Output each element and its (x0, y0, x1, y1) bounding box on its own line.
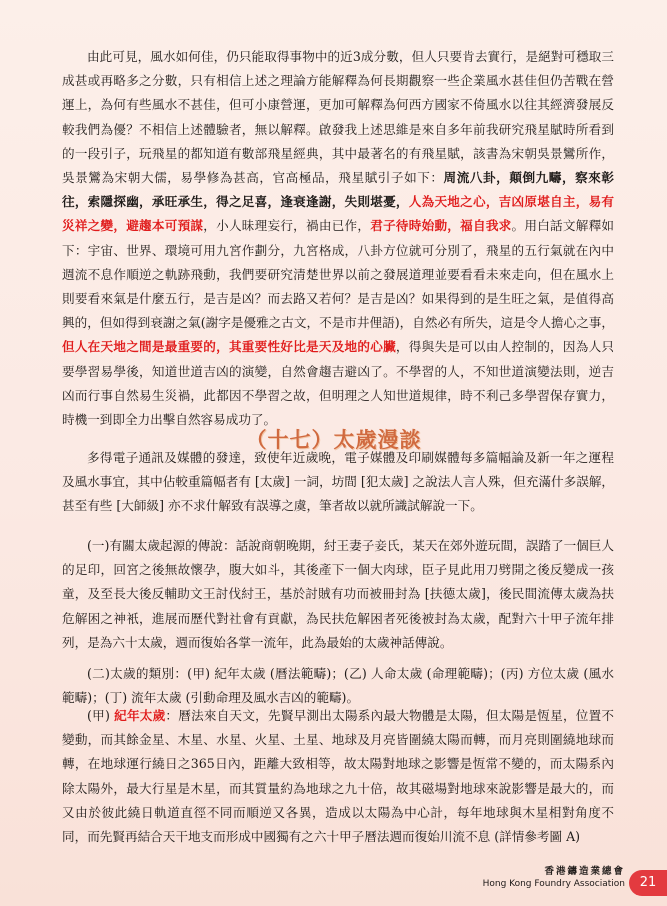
org-name-english: Hong Kong Foundry Association (482, 879, 625, 889)
emphasis-bold-text: 周流八卦，顛倒九疇，察來彰往，索隱探幽，承旺承生，得之足喜，逢衰逢謝，失則堪憂， (62, 170, 614, 210)
paragraph-tai-sui-intro (62, 446, 614, 519)
body-text: ，得與失是可以由人控制的，因為人只要學習易學後，知道世道吉凶的演變，自然會趨吉避凶了。不學習的人，不知世道演變法則，逆吉凶而行事自然易生災禍，此都因不學習之故，但明理之人知世道規律，時不利己多學習保存實力，時機一到即全力出擊自然容易成功了。 (62, 339, 615, 428)
emphasis-red-text: 人為天地之心，吉凶原堪自主，易有災祥之變，避趨本可預謀 (62, 194, 615, 234)
org-name-chinese: 香港鑄造業總會 (544, 866, 625, 877)
body-text: ，小人昧理妄行，禍由已作， (203, 218, 371, 234)
paragraph-feng-shui-reflection (62, 45, 614, 432)
paragraph-calendar-tai-sui (62, 704, 614, 849)
paragraph-tai-sui-origin (62, 534, 614, 655)
body-text: 由此可見，風水如何佳，仍只能取得事物中的近3成分數，但人只要肯去實行，是絕對可穩取三成甚或再略多之分數，只有相信上述之理論方能解釋為何長期觀察一些企業風水甚佳但仍苦戰在營運上，為何有些風水不甚佳，但可小康營運，更加可解釋為何西方國家不倚風水以往其經濟發展反較我們為優？不相信上述體驗者，無以解釋。啟發我上述思維是來自多年前我研究飛星賦時所看到的一段引子，玩飛星的都知道有數部飛星經典，其中最著名的有飛星賦，該書為宋朝吳景鸞所作，吳景鸞為宋朝大儒，易學修為甚高，官高極品，飛星賦引子如下： (62, 49, 614, 186)
page-number: 21 (629, 870, 667, 896)
section-heading: （十七）太歲漫談 (245, 427, 422, 452)
body-text: (甲) (87, 708, 115, 723)
body-text: (一)有關太歲起源的傳說：話說商朝晚期，紂王妻子妾氏，某天在郊外遊玩間，誤踏了一個巨人的足印，回宮之後無故懷孕，腹大如斗，其後產下一個大肉球，臣子見此用刀劈開之後反變成一孩童，及至長大後反輔助文王討伐紂王，基於討賊有功而被冊封為 [扶德太歲]，後民間流傳太歲為扶危解困之神衹，進展而歷代對社會有貢獻，為民扶危解困者死後被封為太歲，配對六十甲子流年排列，是為六十太歲，週而復始各掌一流年，此為最始的太歲神話傳說。 (62, 538, 614, 650)
body-text: 。用白話文解釋如下：宇宙、世界、環境可用九宮作劃分，九宮格成，八卦方位就可分別了，飛星的五行氣就在內中週流不息作順逆之軌跡飛動，我們要研究清楚世界以前之發展道理並要看看未來走向，但在風水上則要看來氣是什麼五行，是吉是凶？而去路又若何？是吉是凶？如果得到的是生旺之氣，是值得高興的，但如得到衰謝之氣(謝字是優雅之古文，不是市井俚語)，自然必有所失，這是令人擔心之事， (62, 218, 615, 331)
footer-organization (483, 866, 625, 890)
emphasis-red-text: 君子待時始動，福自我求 (370, 218, 512, 234)
body-text: ：曆法來自天文，先賢早測出太陽系內最大物體是太陽，但太陽是恆星，位置不變動，而其餘金星、木星、水星、火星、土星、地球及月亮皆圍繞太陽而轉，而月亮則圍繞地球而轉，在地球運行繞日之365日內，距離大致相等，故太陽對地球之影響是恆常不變的，而太陽系內除太陽外，最大行星是木星，而其質量約為地球之九十倍，故其磁場對地球來說影響是最大的，而又由於彼此繞日軌道直徑不同而順逆又各異，造成以太陽為中心計，每年地球與木星相對角度不同，而先賢再結合天干地支而形成中國獨有之六十甲子曆法週而復始川流不息 (詳情參考圖 A) (62, 708, 615, 845)
emphasis-red-text: 紀年太歲 (114, 708, 166, 723)
emphasis-red-text: 但人在天地之間是最重要的，其重要性好比是天及地的心臟 (62, 339, 396, 355)
body-text: 多得電子通訊及媒體的發達，致使年近歲晚，電子媒體及印刷媒體每多篇幅論及新一年之運程及風水事宜，其中佔較重篇幅者有 [太歲] 一詞，坊間 [犯太歲] 之說法人言人殊，但充滿什多誤解，甚至有些 [大師級] 亦不求什解致有誤導之虞，筆者故以就所識試解說一下。 (62, 450, 615, 514)
body-text: (二)太歲的類別：(甲) 紀年太歲 (曆法範疇)；(乙) 人命太歲 (命理範疇)；(丙) 方位太歲 (風水範疇)；(丁) 流年太歲 (引動命理及風水吉凶的範疇)。 (62, 666, 614, 706)
